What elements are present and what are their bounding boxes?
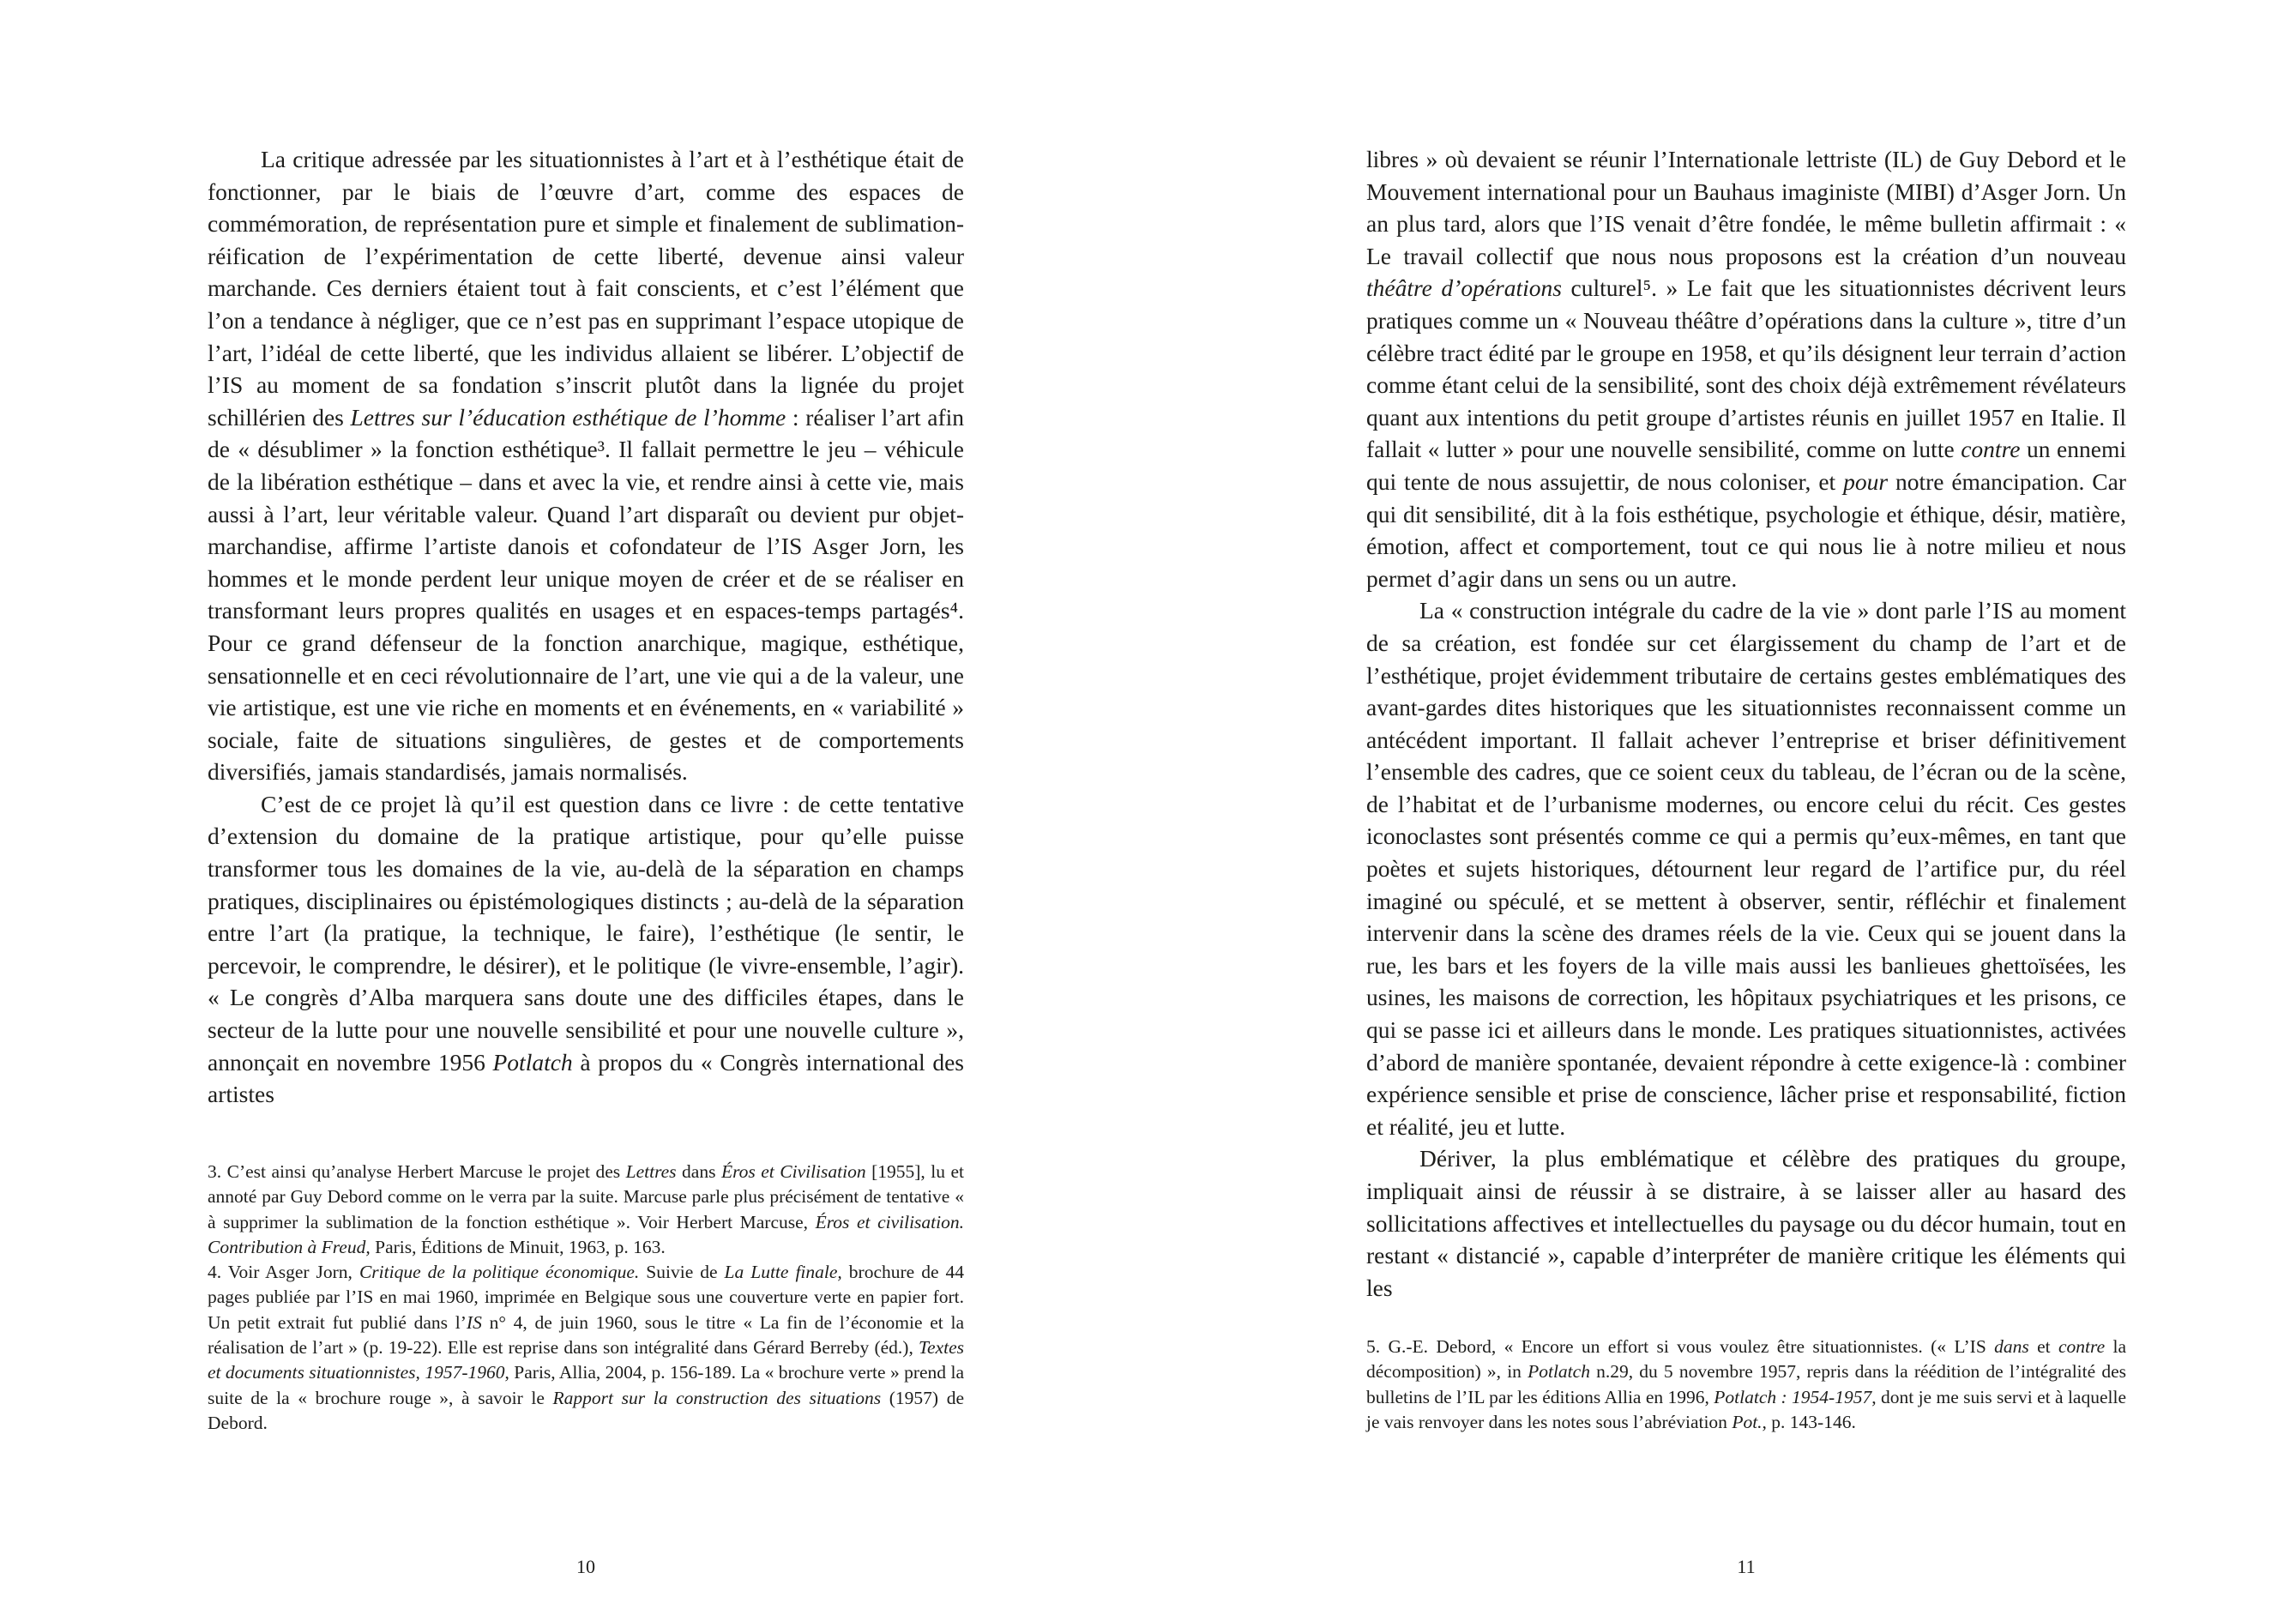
italic-text-segment: contre	[1961, 436, 2021, 463]
text-segment: à propos du « Congrès international des artistes	[208, 1048, 964, 1108]
text-segment: C’est de ce projet là qu’il est question dans ce livre : de cette tentative d’extension du domaine de la pratique artistique, pour qu’elle puisse transformer tous les domaines de la vie, au-delà de la séparation en champs pratiques, disciplinaires ou épistémologiques distincts ; au-delà de la séparation entre l’art (la pratique, la technique, le faire), l’esthétique (le sentir, le percevoir, le comprendre, le désirer), et le politique (le vivre-ensemble, l’agir). « Le congrès d’Alba marquera sans doute une des difficiles étapes, dans le secteur de la lutte pour une nouvelle sensibilité et pour une nouvelle culture », annonçait en novembre 1956	[208, 790, 964, 1076]
italic-text-segment: Lettres sur l’éducation esthétique de l’homme	[350, 403, 786, 431]
page-number-left: 10	[576, 1556, 595, 1577]
italic-text-segment: La Lutte finale,	[724, 1262, 842, 1283]
italic-text-segment: pour	[1843, 467, 1889, 495]
italic-text-segment: Éros et Civilisation	[720, 1161, 866, 1182]
text-segment: Paris, Éditions de Minuit, 1963, p. 163.	[370, 1236, 666, 1257]
italic-text-segment: Éros et civilisation. Contribution à Freud,	[208, 1211, 964, 1257]
left-footnotes	[208, 1160, 964, 1436]
text-segment: Dériver, la plus emblématique et célèbre des pratiques du groupe, impliquait ainsi de réussir à se distraire, à se laisser aller au hasard des sollicitations affectives et intellectuelles du paysage ou du décor humain, tout en restant « distancié », capable d’interpréter de manière critique les éléments qui les	[1366, 1145, 2126, 1301]
page-number-right: 11	[1737, 1556, 1756, 1577]
text-segment: libres » où devaient se réunir l’Internationale lettriste (IL) de Guy Debord et le Mouvement international pour un Bauhaus imaginiste (MIBI) d’Asger Jorn. Un an plus tard, alors que l’IS venait d’être fondée, le même bulletin affirmait : « Le travail collectif que nous nous proposons est la création d’un nouveau	[1366, 146, 2126, 269]
right-paragraph-1	[1366, 143, 2126, 594]
italic-text-segment: Potlatch	[492, 1048, 573, 1076]
italic-text-segment: théâtre d’opérations	[1366, 274, 1562, 302]
right-footnotes	[1366, 1335, 2126, 1435]
italic-text-segment: Textes et documents situationnistes, 1957-1960	[208, 1337, 964, 1383]
italic-text-segment: Rapport sur la construction des situations	[552, 1387, 882, 1408]
text-segment: (1957) de Debord.	[208, 1387, 964, 1433]
footnote-5	[1366, 1335, 2126, 1435]
text-segment: , p. 143-146.	[1762, 1411, 1856, 1432]
text-segment: Suivie de	[639, 1262, 725, 1283]
left-paragraph-2	[208, 788, 964, 1111]
text-segment: n° 4, de juin 1960, sous le titre « La fin de l’économie et la réalisation de l’art » (p. 19-22). Elle est reprise dans son intégralité dans Gérard Berreby (éd.),	[208, 1311, 964, 1359]
text-segment: : réaliser l’art afin de « désublimer » la fonction esthétique³. Il fallait permettre le jeu – véhicule de la libération esthétique – dans et avec la vie, et rendre ainsi à cette vie, mais aussi à l’art, leur véritable valeur. Quand l’art disparaît ou devient pur objet-marchandise, affirme l’artiste danois et cofondateur de l’IS Asger Jorn, les hommes et le monde perdent leur unique moyen de créer et de se réaliser en transformant leurs propres qualités en usages et en espaces-temps partagés⁴. Pour ce grand défenseur de la fonction anarchique, magique, esthétique, sensationnelle et en ceci révolutionnaire de l’art, une vie qui a de la valeur, une vie artistique, est une vie riche en moments et en événements, en « variabilité » sociale, faite de situations singulières, de gestes et de comportements diversifiés, jamais standardisés, jamais normalisés.	[208, 403, 964, 786]
text-segment: la décomposition) », in	[1366, 1336, 2126, 1383]
italic-text-segment: Potlatch : 1954-1957	[1714, 1386, 1872, 1407]
left-main-text	[208, 143, 964, 1111]
text-segment: La critique adressée par les situationnistes à l’art et à l’esthétique était de fonctionner, par le biais de l’œuvre d’art, comme des espaces de commémoration, de représentation pure et simple et finalement de sublimation-réification de l’expérimentation de cette liberté, devenue ainsi valeur marchande. Ces derniers étaient tout à fait conscients, et c’est l’élément que l’on a tendance à négliger, que ce n’est pas en supprimant l’espace utopique de l’art, l’idéal de cette liberté, que les individus allaient se libérer. L’objectif de l’IS au moment de sa fondation s’inscrit plutôt dans la lignée du projet schillérien des	[208, 146, 964, 431]
italic-text-segment: dans	[1994, 1336, 2029, 1357]
right-main-text	[1366, 143, 2126, 1304]
text-segment: n.29, du 5 novembre 1957, repris dans la réédition de l’intégralité des bulletins de l’IL par les éditions Allia en 1996,	[1366, 1361, 2126, 1407]
footnote-3	[208, 1160, 964, 1260]
text-segment: dans	[676, 1161, 721, 1182]
text-segment: [1955], lu et annoté par Guy Debord comme on le verra par la suite. Marcuse parle plus précisément de tentative « à supprimer la sublimation de la fonction esthétique ». Voir Herbert Marcuse,	[208, 1161, 964, 1232]
text-segment: notre émancipation. Car qui dit sensibilité, dit à la fois esthétique, psychologie et éthique, désir, matière, émotion, affect et comportement, tout ce qui nous lie à notre milieu et nous permet d’agir dans un sens ou un autre.	[1366, 467, 2126, 592]
text-segment: 5. G.-E. Debord, « Encore un effort si vous voulez être situationnistes. (« L’IS	[1366, 1336, 1995, 1357]
right-paragraph-2	[1366, 594, 2126, 1142]
italic-text-segment: Potlatch	[1528, 1361, 1590, 1383]
text-segment: brochure de 44 pages publiée par l’IS en mai 1960, imprimée en Belgique sous une couverture verte en papier fort. Un petit extrait fut publié dans l’	[208, 1262, 964, 1333]
italic-text-segment: Critique de la politique économique.	[359, 1262, 640, 1283]
italic-text-segment: Lettres	[625, 1161, 677, 1182]
text-segment: 4. Voir Asger Jorn,	[208, 1262, 359, 1283]
text-segment: , dont je me suis servi et à laquelle je vais renvoyer dans les notes sous l’abréviation	[1366, 1386, 2126, 1432]
footnote-4	[208, 1260, 964, 1436]
italic-text-segment: contre	[2058, 1336, 2106, 1357]
left-paragraph-1	[208, 143, 964, 788]
text-segment: culturel⁵. » Le fait que les situationnistes décrivent leurs pratiques comme un « Nouveau théâtre d’opérations dans la culture », titre d’un célèbre tract édité par le groupe en 1958, et qu’ils désignent leur terrain d’action comme étant celui de la sensibilité, sont des choix déjà extrêmement révélateurs quant aux intentions du petit groupe d’artistes réunis en juillet 1957 en Italie. Il fallait « lutter » pour une nouvelle sensibilité, comme on lutte	[1366, 274, 2127, 463]
text-segment: et	[2028, 1336, 2058, 1357]
page-right	[1148, 0, 2296, 1621]
italic-text-segment: Pot.	[1732, 1411, 1763, 1432]
right-paragraph-3	[1366, 1142, 2126, 1304]
text-segment: , Paris, Allia, 2004, p. 156-189. La « brochure verte » prend la suite de la « brochure rouge », à savoir le	[208, 1362, 964, 1408]
text-segment: un ennemi qui tente de nous assujettir, de nous coloniser, et	[1366, 436, 2126, 495]
text-segment: 3. C’est ainsi qu’analyse Herbert Marcuse le projet des	[208, 1161, 626, 1182]
italic-text-segment: IS	[466, 1311, 482, 1333]
text-segment: La « construction intégrale du cadre de la vie » dont parle l’IS au moment de sa création, est fondée sur cet élargissement du champ de l’art et de l’esthétique, projet évidemment tributaire de certains gestes emblématiques des avant-gardes dites historiques que les situationnistes reconnaissent comme un antécédent important. Il fallait achever l’entreprise et briser définitivement l’ensemble des cadres, que ce soient ceux du tableau, de l’écran ou de la scène, de l’habitat et de l’urbanisme modernes, ou encore celui du récit. Ces gestes iconoclastes sont présentés comme ce qui a permis qu’eux-mêmes, en tant que poètes et sujets historiques, détournent leur regard de l’artifice pur, du réel imaginé ou spéculé, et se mettent à observer, sentir, réfléchir et finalement intervenir dans la scène des drames réels de la vie. Ceux qui se jouent dans la rue, les bars et les foyers de la ville mais aussi les banlieues ghettoïsées, les usines, les maisons de correction, les hôpitaux psychiatriques et les prisons, ce qui se passe ici et ailleurs dans le monde. Les pratiques situationnistes, activées d’abord de manière spontanée, devaient répondre à cette exigence-là : combiner expérience sensible et prise de conscience, lâcher prise et responsabilité, fiction et réalité, jeu et lutte.	[1366, 597, 2126, 1140]
